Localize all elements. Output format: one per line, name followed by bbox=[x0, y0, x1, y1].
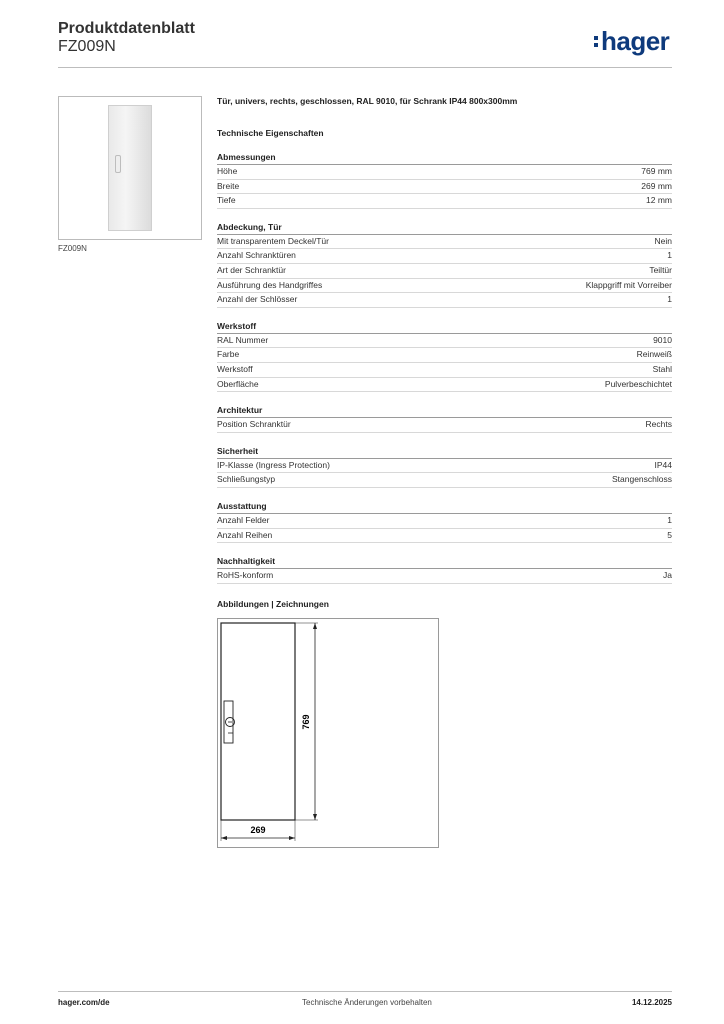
section-heading: Architektur bbox=[217, 404, 672, 418]
section-heading: Werkstoff bbox=[217, 320, 672, 334]
spec-value: Reinweiß bbox=[636, 349, 672, 360]
spec-row bbox=[217, 569, 672, 584]
spec-row bbox=[217, 279, 672, 294]
spec-row bbox=[217, 334, 672, 349]
spec-value: 12 mm bbox=[646, 195, 672, 206]
spec-row bbox=[217, 180, 672, 195]
section-heading: Ausstattung bbox=[217, 500, 672, 514]
tech-heading: Technische Eigenschaften bbox=[217, 128, 324, 138]
door-handle-icon bbox=[115, 155, 121, 173]
spec-row bbox=[217, 264, 672, 279]
spec-row bbox=[217, 473, 672, 488]
spec-value: Rechts bbox=[645, 419, 672, 430]
spec-value: IP44 bbox=[654, 459, 672, 470]
spec-value: 9010 bbox=[653, 334, 672, 345]
spec-section bbox=[217, 151, 672, 209]
section-gap bbox=[217, 433, 672, 445]
spec-value: Nein bbox=[654, 235, 672, 246]
section-heading: Sicherheit bbox=[217, 445, 672, 459]
spec-value: Stangenschloss bbox=[611, 474, 672, 485]
spec-label: Oberfläche bbox=[217, 378, 259, 389]
spec-label: Höhe bbox=[217, 166, 238, 176]
spec-section bbox=[217, 500, 672, 543]
spec-section bbox=[217, 404, 672, 433]
figures-title: Abbildungen | Zeichnungen bbox=[217, 599, 329, 609]
spec-value: 1 bbox=[667, 514, 672, 525]
spec-label: Position Schranktür bbox=[217, 419, 291, 430]
spec-label: Anzahl Felder bbox=[217, 514, 270, 525]
section-gap bbox=[217, 543, 672, 555]
spec-row bbox=[217, 363, 672, 378]
spec-label: Breite bbox=[217, 180, 240, 191]
door-outline bbox=[221, 623, 295, 820]
spec-row bbox=[217, 194, 672, 209]
spec-label: Art der Schranktür bbox=[217, 264, 286, 275]
section-gap bbox=[217, 392, 672, 404]
arrow-down-icon bbox=[313, 814, 317, 820]
spec-label: Mit transparentem Deckel/Tür bbox=[217, 235, 329, 246]
hager-logo bbox=[594, 26, 669, 57]
spec-label: RAL Nummer bbox=[217, 334, 269, 345]
product-image bbox=[58, 96, 202, 240]
spec-row bbox=[217, 378, 672, 393]
height-dimension-label: 769 bbox=[301, 714, 311, 730]
arrow-left-icon bbox=[221, 836, 227, 840]
spec-value: 769 mm bbox=[641, 166, 672, 176]
spec-sections bbox=[217, 151, 672, 584]
spec-section bbox=[217, 221, 672, 308]
product-description: Tür, univers, rechts, geschlossen, RAL 9010, für Schrank IP44 800x300mm bbox=[217, 96, 518, 106]
spec-value: 1 bbox=[667, 294, 672, 305]
spec-row bbox=[217, 529, 672, 544]
spec-row bbox=[217, 514, 672, 529]
footer-divider bbox=[58, 991, 672, 992]
spec-value: Ja bbox=[663, 570, 672, 581]
spec-row bbox=[217, 165, 672, 180]
spec-value: Stahl bbox=[652, 363, 672, 374]
section-gap bbox=[217, 209, 672, 221]
spec-label: Tiefe bbox=[217, 195, 236, 206]
technical-drawing bbox=[217, 618, 439, 848]
page-title: Produktdatenblatt bbox=[58, 20, 195, 37]
spec-label: RoHS-konform bbox=[217, 570, 274, 581]
spec-label: Schließungstyp bbox=[217, 474, 276, 485]
spec-label: Anzahl der Schlösser bbox=[217, 294, 298, 305]
spec-value: 1 bbox=[667, 250, 672, 261]
spec-panel bbox=[217, 96, 672, 584]
product-code: FZ009N bbox=[58, 38, 116, 55]
product-image-caption: FZ009N bbox=[58, 244, 87, 253]
spec-row bbox=[217, 418, 672, 433]
arrow-up-icon bbox=[313, 623, 317, 629]
spec-value: Pulverbeschichtet bbox=[604, 378, 672, 389]
spec-label: Anzahl Schranktüren bbox=[217, 250, 296, 261]
spec-value: Klappgriff mit Vorreiber bbox=[585, 279, 672, 290]
spec-value: 269 mm bbox=[641, 180, 672, 191]
logo-dots-icon bbox=[594, 33, 599, 50]
spec-row bbox=[217, 293, 672, 308]
footer-website-link[interactable]: hager.com/de bbox=[58, 998, 110, 1007]
spec-row bbox=[217, 348, 672, 363]
spec-row bbox=[217, 249, 672, 264]
logo-text: hager bbox=[601, 26, 670, 56]
section-gap bbox=[217, 488, 672, 500]
spec-row bbox=[217, 459, 672, 474]
spec-label: Ausführung des Handgriffes bbox=[217, 279, 323, 290]
arrow-right-icon bbox=[289, 836, 295, 840]
spec-label: Anzahl Reihen bbox=[217, 529, 273, 540]
footer-date: 14.12.2025 bbox=[631, 998, 672, 1007]
width-dimension-label: 269 bbox=[250, 825, 266, 835]
spec-value: 5 bbox=[667, 529, 672, 540]
spec-label: Werkstoff bbox=[217, 363, 253, 374]
header-divider bbox=[58, 67, 672, 68]
footer-notice: Technische Änderungen vorbehalten bbox=[302, 998, 432, 1007]
spec-label: Farbe bbox=[217, 349, 240, 360]
spec-value: Teiltür bbox=[649, 264, 672, 275]
spec-section bbox=[217, 555, 672, 584]
spec-section bbox=[217, 445, 672, 488]
spec-section bbox=[217, 320, 672, 392]
spec-label: IP-Klasse (Ingress Protection) bbox=[217, 459, 330, 470]
section-heading: Abmessungen bbox=[217, 151, 672, 165]
drawing-svg bbox=[218, 619, 438, 847]
section-gap bbox=[217, 308, 672, 320]
section-heading: Abdeckung, Tür bbox=[217, 221, 672, 235]
section-heading: Nachhaltigkeit bbox=[217, 555, 672, 569]
spec-row bbox=[217, 235, 672, 250]
